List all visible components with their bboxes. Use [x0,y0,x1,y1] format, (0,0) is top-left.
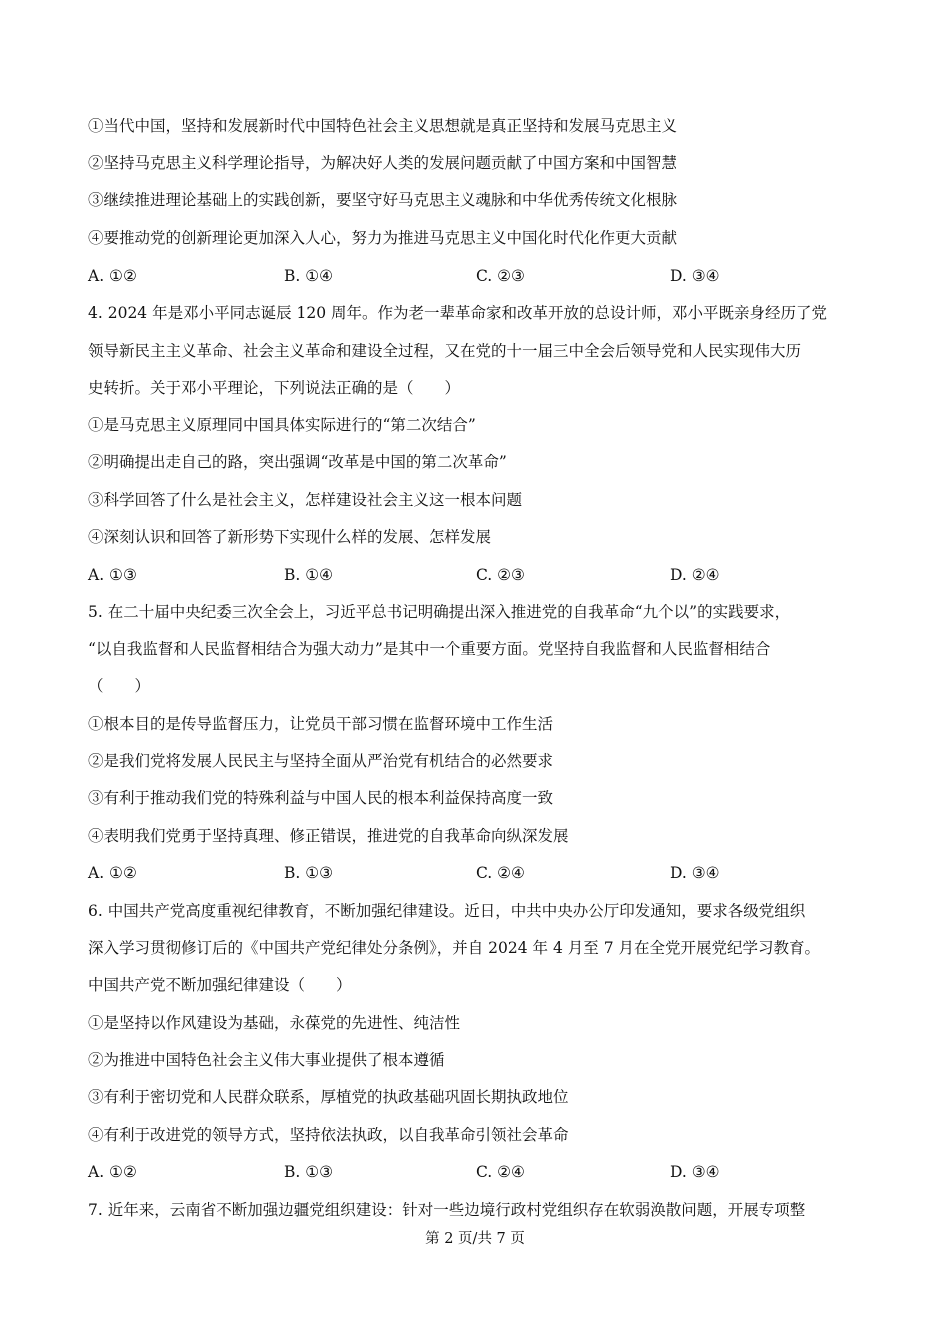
q6-options [88,1162,878,1182]
q6-stem-line-1: 6. 中国共产党高度重视纪律教育，不断加强纪律建设。近日，中共中央办公厅印发通知，要求各级党组织 [88,902,806,920]
q4-option-d: D. ②④ [670,566,720,584]
q4-stem-line-3: 史转折。关于邓小平理论，下列说法正确的是（ ） [88,379,461,397]
q3-option-c: C. ②③ [476,267,525,285]
q6-option-b: B. ①③ [284,1163,334,1181]
q4-statement-2: ②明确提出走自己的路，突出强调“改革是中国的第二次革命” [88,453,507,471]
q4-options [88,565,878,585]
q6-statement-2: ②为推进中国特色社会主义伟大事业提供了根本遵循 [88,1051,445,1069]
q5-statement-2: ②是我们党将发展人民民主与坚持全面从严治党有机结合的必然要求 [88,752,554,770]
q4-stem-line-2: 领导新民主主义革命、社会主义革命和建设全过程，又在党的十一届三中全会后领导党和人民实现伟大历 [88,342,802,360]
q3-statement-4: ④要推动党的创新理论更加深入人心，努力为推进马克思主义中国化时代化作更大贡献 [88,229,678,247]
q3-option-b: B. ①④ [284,267,334,285]
q5-option-b: B. ①③ [284,864,334,882]
q3-statement-3: ③继续推进理论基础上的实践创新，要坚守好马克思主义魂脉和中华优秀传统文化根脉 [88,191,678,209]
q5-option-d: D. ③④ [670,864,720,882]
q3-options [88,266,878,286]
q6-stem-line-2: 深入学习贯彻修订后的《中国共产党纪律处分条例》，并自 2024 年 4 月至 7 月在全党开展党纪学习教育。 [88,939,820,957]
q3-statement-2: ②坚持马克思主义科学理论指导，为解决好人类的发展问题贡献了中国方案和中国智慧 [88,154,678,172]
q4-stem-line-1: 4. 2024 年是邓小平同志诞辰 120 周年。作为老一辈革命家和改革开放的总设计师，邓小平既亲身经历了党 [88,304,828,322]
page-footer: 第 2 页/共 7 页 [425,1231,525,1247]
q4-option-b: B. ①④ [284,566,334,584]
q5-statement-1: ①根本目的是传导监督压力，让党员干部习惯在监督环境中工作生活 [88,715,554,733]
q6-statement-1: ①是坚持以作风建设为基础，永葆党的先进性、纯洁性 [88,1014,461,1032]
q4-statement-1: ①是马克思主义原理同中国具体实际进行的“第二次结合” [88,416,476,434]
q6-stem-line-3: 中国共产党不断加强纪律建设（ ） [88,976,352,994]
q3-statement-1: ①当代中国，坚持和发展新时代中国特色社会主义思想就是真正坚持和发展马克思主义 [88,117,678,135]
q5-stem-line-1: 5. 在二十届中央纪委三次全会上，习近平总书记明确提出深入推进党的自我革命“九个以”的实践要求， [88,603,791,621]
q5-statement-4: ④表明我们党勇于坚持真理、修正错误，推进党的自我革命向纵深发展 [88,827,569,845]
q4-statement-3: ③科学回答了什么是社会主义，怎样建设社会主义这一根本问题 [88,491,523,509]
q7-stem-line-1: 7. 近年来，云南省不断加强边疆党组织建设：针对一些边境行政村党组织存在软弱涣散问题，开展专项整 [88,1201,806,1219]
q5-stem-line-3: （ ） [88,677,151,695]
q4-option-c: C. ②③ [476,566,525,584]
q4-statement-4: ④深刻认识和回答了新形势下实现什么样的发展、怎样发展 [88,528,492,546]
q6-statement-3: ③有利于密切党和人民群众联系，厚植党的执政基础巩固长期执政地位 [88,1088,569,1106]
q5-statement-3: ③有利于推动我们党的特殊利益与中国人民的根本利益保持高度一致 [88,789,554,807]
q4-option-a: A. ①③ [88,566,137,584]
q5-options [88,863,878,883]
q5-stem-line-2: “以自我监督和人民监督相结合为强大动力”是其中一个重要方面。党坚持自我监督和人民监督相结合 [88,640,771,658]
q3-option-a: A. ①② [88,267,137,285]
q6-option-d: D. ③④ [670,1163,720,1181]
q6-option-c: C. ②④ [476,1163,525,1181]
q6-option-a: A. ①② [88,1163,137,1181]
q3-option-d: D. ③④ [670,267,720,285]
q5-option-c: C. ②④ [476,864,525,882]
q6-statement-4: ④有利于改进党的领导方式，坚持依法执政，以自我革命引领社会革命 [88,1126,569,1144]
q5-option-a: A. ①② [88,864,137,882]
